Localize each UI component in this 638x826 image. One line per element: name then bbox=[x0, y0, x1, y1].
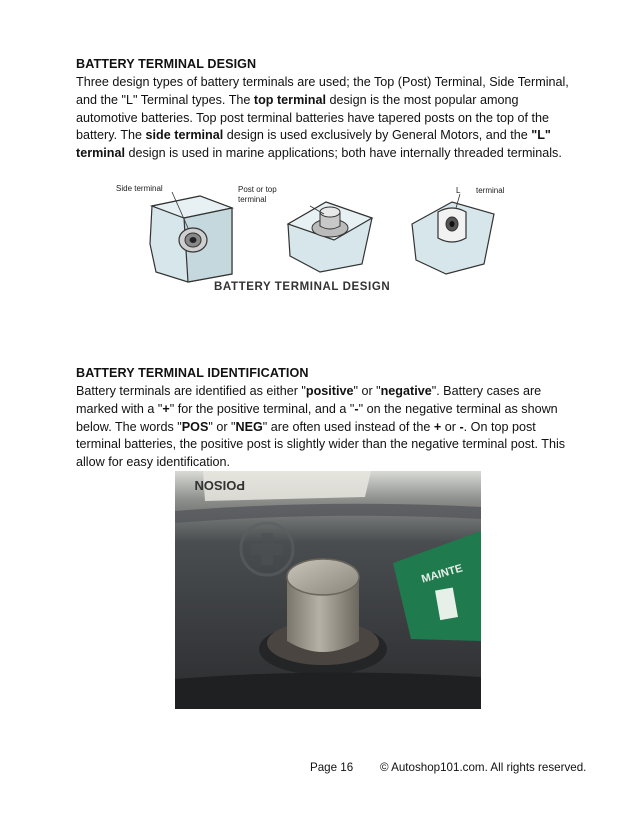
text-run: " or " bbox=[353, 384, 381, 398]
upside-down-poison-label: POISON bbox=[194, 478, 245, 493]
text-run: Battery terminals are identified as either " bbox=[76, 384, 306, 398]
maintenance-label: MAINTE bbox=[420, 562, 465, 586]
bold-term-l-terminal: "L" terminal bbox=[76, 128, 551, 161]
label-l-terminal: terminal bbox=[476, 186, 505, 195]
battery-photo-drawing bbox=[175, 471, 481, 709]
text-run: " on the negative terminal as shown below. The words " bbox=[76, 401, 558, 434]
footer-page-number: Page 16 bbox=[310, 761, 354, 774]
footer-copyright: © Autoshop101.com. All rights reserved. bbox=[380, 761, 587, 774]
text-run: or bbox=[441, 419, 460, 434]
label-post-terminal-1: Post or top bbox=[238, 185, 277, 194]
bold-symbol-minus: - bbox=[354, 401, 359, 416]
text-run: " for the positive terminal, and a " bbox=[169, 401, 355, 416]
text-run: design is used in marine applications; both have internally threaded terminals. bbox=[125, 146, 562, 161]
label-l: L bbox=[456, 186, 461, 195]
bold-term-negative: negative bbox=[380, 384, 432, 398]
text-run: design is the most popular among automotive batteries. Top post terminal batteries have tapered posts on the top of the battery. The bbox=[76, 92, 550, 143]
bold-term-positive: positive bbox=[305, 384, 354, 398]
text-run: design is used exclusively by General Motors, and the bbox=[223, 128, 532, 143]
text-run: Three design types of battery terminals are used; the Top (Post) Terminal, Side Terminal, and the "L" Terminal types. The bbox=[76, 75, 569, 107]
section-heading-identification: BATTERY TERMINAL IDENTIFICATION bbox=[76, 366, 309, 380]
label-side-terminal: Side terminal bbox=[116, 184, 163, 193]
bold-term-side-terminal: side terminal bbox=[145, 128, 224, 143]
bold-term-top-terminal: top terminal bbox=[253, 92, 326, 107]
post-terminal-drawing bbox=[288, 202, 372, 272]
text-run: " are often used instead of the bbox=[262, 419, 434, 434]
bold-symbol-plus-2: + bbox=[433, 419, 442, 434]
paragraph-identification bbox=[76, 383, 576, 472]
bold-symbol-plus: + bbox=[162, 401, 170, 416]
side-terminal-drawing bbox=[150, 192, 232, 282]
paragraph-design bbox=[76, 74, 576, 163]
label-post-terminal-2: terminal bbox=[238, 195, 267, 204]
terminal-design-illustration bbox=[100, 184, 530, 296]
figure-caption: BATTERY TERMINAL DESIGN bbox=[214, 281, 391, 293]
text-run: . On top post terminal batteries, the positive post is slightly wider than the negative terminal post. This allow for easy identification. bbox=[76, 419, 566, 470]
bold-term-pos: POS bbox=[181, 419, 209, 434]
bold-symbol-minus-2: - bbox=[459, 419, 464, 434]
bold-term-neg: NEG bbox=[235, 419, 263, 434]
section-heading-design: BATTERY TERMINAL DESIGN bbox=[76, 57, 257, 71]
l-terminal-drawing bbox=[412, 194, 494, 274]
text-run: " or " bbox=[208, 419, 236, 434]
battery-post-photo bbox=[175, 471, 481, 709]
text-run: ". Battery cases are marked with a " bbox=[76, 384, 542, 416]
